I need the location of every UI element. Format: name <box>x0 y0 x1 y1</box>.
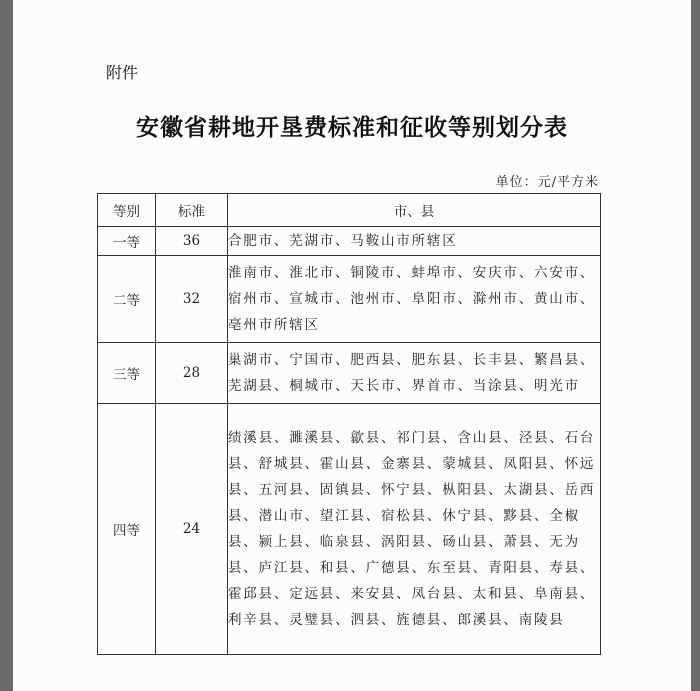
grade-cell: 二等 <box>98 256 156 343</box>
grade-cell: 一等 <box>98 227 156 256</box>
grade-table <box>97 193 601 655</box>
document-page <box>13 0 691 691</box>
standard-cell: 36 <box>156 227 228 256</box>
page-title: 安徽省耕地开垦费标准和征收等别划分表 <box>136 115 568 141</box>
table-row <box>98 404 601 655</box>
standard-cell: 28 <box>156 343 228 404</box>
table-row <box>98 227 601 256</box>
standard-cell: 24 <box>156 404 228 655</box>
header-standard: 标准 <box>156 194 228 227</box>
table-header-row <box>98 194 601 227</box>
cities-cell: 巢湖市、宁国市、肥西县、肥东县、长丰县、繁昌县、芜湖县、桐城市、天长市、界首市、当涂县、明光市 <box>228 343 601 404</box>
grade-cell: 四等 <box>98 404 156 655</box>
header-grade: 等别 <box>98 194 156 227</box>
cities-cell: 合肥市、芜湖市、马鞍山市所辖区 <box>228 227 601 256</box>
grade-cell: 三等 <box>98 343 156 404</box>
table-row <box>98 343 601 404</box>
cities-cell: 淮南市、淮北市、铜陵市、蚌埠市、安庆市、六安市、宿州市、宣城市、池州市、阜阳市、滁州市、黄山市、亳州市所辖区 <box>228 256 601 343</box>
table-row <box>98 256 601 343</box>
attachment-label: 附件 <box>106 63 139 82</box>
standard-cell: 32 <box>156 256 228 343</box>
cities-cell: 绩溪县、濉溪县、歙县、祁门县、含山县、泾县、石台县、舒城县、霍山县、金寨县、蒙城县、凤阳县、怀远县、五河县、固镇县、怀宁县、枞阳县、太湖县、岳西县、潜山市、望江县、宿松县、休宁县、黟县、全椒县、颍上县、临泉县、涡阳县、砀山县、萧县、无为县、庐江县、和县、广德县、东至县、青阳县、寿县、霍邱县、定远县、来安县、凤台县、太和县、阜南县、利辛县、灵璧县、泗县、旌德县、郎溪县、南陵县 <box>228 404 601 655</box>
header-cities: 市、县 <box>228 194 601 227</box>
unit-label: 单位：元/平方米 <box>495 175 599 190</box>
